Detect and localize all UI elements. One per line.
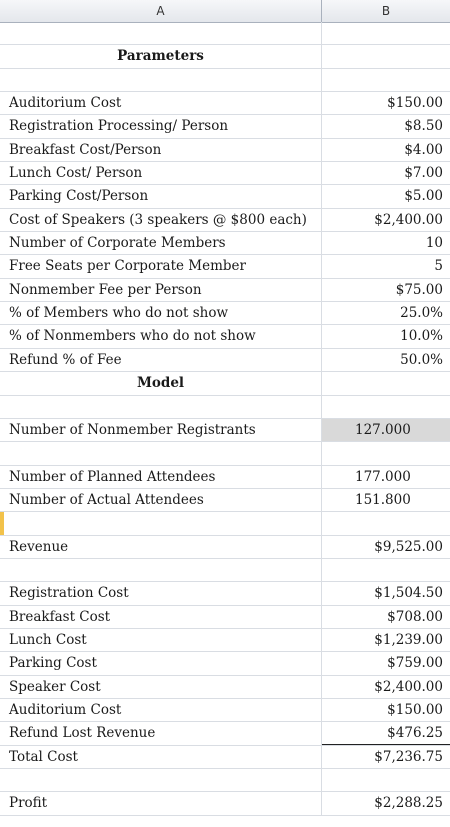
cell-a[interactable]: Number of Nonmember Registrants [0,419,322,441]
cell-b[interactable]: $5.00 [404,188,443,205]
cell-b[interactable]: $8.50 [404,118,443,135]
cell-grid [0,22,450,816]
cell-a[interactable]: Number of Actual Attendees [0,489,322,511]
cell-a[interactable]: Lunch Cost/ Person [0,162,322,184]
cell-a[interactable]: Model [0,372,322,394]
cell-b[interactable]: $476.25 [322,722,450,744]
cell-b[interactable]: $75.00 [395,281,443,298]
cell-a[interactable]: Lunch Cost [0,629,322,651]
cell-a[interactable]: % of Nonmembers who do not show [0,325,322,347]
table-row [0,559,450,582]
cell-b[interactable]: $2,288.25 [374,795,443,812]
column-header-b[interactable]: B [381,4,391,18]
table-row [0,792,450,815]
table-row [0,699,450,722]
cell-b[interactable]: $4.00 [404,141,443,158]
cell-a[interactable]: Auditorium Cost [0,699,322,721]
cell-a[interactable]: Revenue [0,536,322,558]
cell-a[interactable]: Breakfast Cost [0,606,322,628]
cell-a[interactable]: Number of Corporate Members [0,232,322,254]
cell-b[interactable]: 10 [425,235,443,252]
table-row [0,325,450,348]
cell-a[interactable]: % of Members who do not show [0,302,322,324]
cell-b[interactable]: 10.0% [400,328,443,345]
cell-b[interactable]: 177.000 [355,468,411,485]
cell-b[interactable]: $759.00 [387,655,443,672]
column-header-row [0,0,450,23]
cell-b[interactable] [322,22,450,44]
table-row [0,69,450,92]
cell-b[interactable] [322,512,450,534]
cell-a[interactable]: Parking Cost [0,652,322,674]
table-row [0,722,450,745]
cell-a[interactable]: Refund % of Fee [0,349,322,371]
table-row [0,302,450,325]
cell-b[interactable]: 5 [434,258,443,275]
cell-b[interactable] [322,45,450,67]
table-row [0,349,450,372]
cell-a[interactable] [0,769,322,791]
cell-b[interactable]: 25.0% [400,305,443,322]
cell-a[interactable] [0,69,322,91]
cell-b[interactable]: $1,504.50 [374,585,443,602]
table-row [0,185,450,208]
table-row [0,22,450,45]
table-row [0,255,450,278]
cell-b[interactable] [322,442,450,464]
cell-b[interactable]: 50.0% [400,351,443,368]
cell-a[interactable]: Breakfast Cost/Person [0,139,322,161]
table-row [0,489,450,512]
cell-a[interactable]: Speaker Cost [0,676,322,698]
cell-b[interactable] [322,396,450,418]
cell-b[interactable]: $7.00 [404,165,443,182]
cell-a[interactable] [0,22,322,44]
table-row [0,676,450,699]
cell-a[interactable]: Refund Lost Revenue [0,722,322,744]
table-row [0,92,450,115]
cell-b[interactable] [322,559,450,581]
table-row [0,372,450,395]
table-row [0,162,450,185]
table-row [0,512,450,535]
table-row [0,629,450,652]
table-row [0,536,450,559]
table-row [0,419,450,442]
cell-a[interactable]: Registration Processing/ Person [0,115,322,137]
cell-b[interactable]: $1,239.00 [374,631,443,648]
table-row [0,606,450,629]
table-row [0,466,450,489]
cell-a[interactable]: Nonmember Fee per Person [0,279,322,301]
cell-b[interactable]: 151.800 [355,491,411,508]
cell-a[interactable]: Cost of Speakers (3 speakers @ $800 each) [0,209,322,231]
cell-a[interactable]: Parameters [0,45,322,67]
cell-a[interactable] [0,512,322,534]
table-row [0,442,450,465]
cell-a[interactable]: Auditorium Cost [0,92,322,114]
table-row [0,115,450,138]
table-row [0,209,450,232]
table-row [0,279,450,302]
cell-a[interactable] [0,559,322,581]
cell-a[interactable]: Profit [0,792,322,814]
cell-a[interactable]: Free Seats per Corporate Member [0,255,322,277]
cell-b[interactable]: $2,400.00 [374,211,443,228]
cell-a[interactable]: Number of Planned Attendees [0,466,322,488]
cell-b[interactable] [322,769,450,791]
cell-a[interactable] [0,396,322,418]
table-row [0,746,450,769]
table-row [0,139,450,162]
cell-b[interactable]: 127.000 [322,419,450,441]
column-header-a[interactable]: A [0,0,322,22]
cell-b[interactable]: $708.00 [387,608,443,625]
cell-b[interactable]: $2,400.00 [374,678,443,695]
cell-b[interactable]: $9,525.00 [374,538,443,555]
table-row [0,396,450,419]
table-row [0,45,450,68]
cell-a[interactable]: Total Cost [0,746,322,768]
table-row [0,769,450,792]
cell-b[interactable]: $150.00 [387,95,443,112]
cell-a[interactable] [0,442,322,464]
table-row [0,582,450,605]
table-row [0,232,450,255]
table-row [0,652,450,675]
cell-b[interactable]: $7,236.75 [374,748,443,765]
cell-b[interactable] [322,372,450,394]
cell-a[interactable]: Registration Cost [0,582,322,604]
cell-b[interactable]: $150.00 [387,701,443,718]
cell-a[interactable]: Parking Cost/Person [0,185,322,207]
cell-b[interactable] [322,69,450,91]
